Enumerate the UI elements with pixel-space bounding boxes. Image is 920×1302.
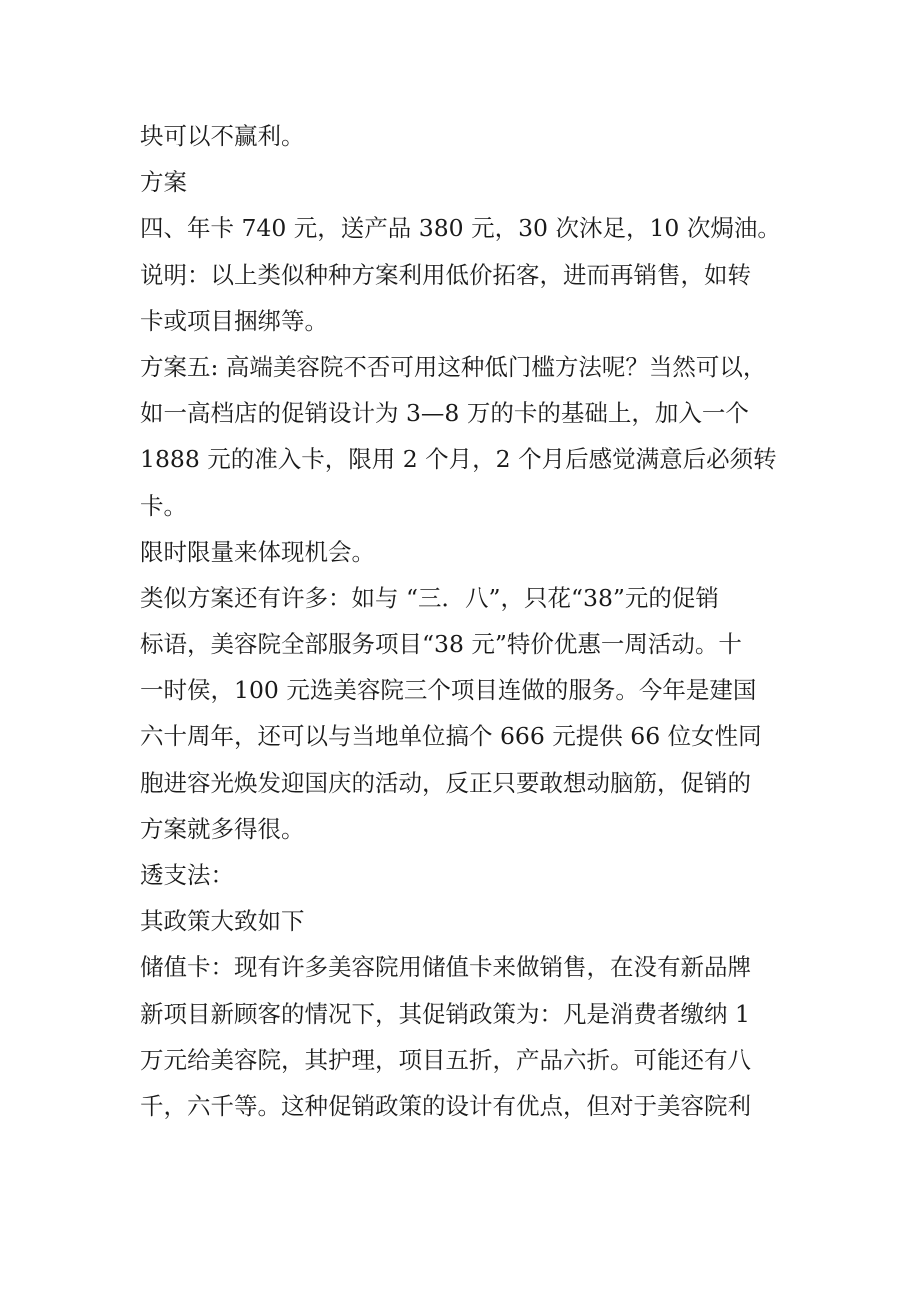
- text-line: 六十周年，还可以与当地单位搞个 666 元提供 66 位女性同: [140, 722, 762, 751]
- text-line: 卡或项目捆绑等。: [140, 306, 328, 335]
- text-line: 方案就多得很。: [140, 814, 305, 843]
- text-line: 一时侯，100 元选美容院三个项目连做的服务。今年是建国: [140, 676, 757, 705]
- text-line: 方案五: 高端美容院不否可用这种低门槛方法呢？当然可以，: [140, 352, 767, 381]
- text-line: 限时限量来体现机会。: [140, 537, 375, 566]
- text-line: 四、年卡 740 元，送产品 380 元，30 次沐足，10 次焗油。: [140, 214, 781, 243]
- text-line: 块可以不赢利。: [140, 122, 305, 150]
- text-line: 如一高档店的促销设计为 3—8 万的卡的基础上，加入一个: [140, 399, 749, 428]
- text-line: 储值卡：现有许多美容院用储值卡来做销售，在没有新品牌: [140, 953, 751, 982]
- text-line: 其政策大致如下: [140, 907, 305, 936]
- text-line: 方案: [140, 168, 187, 197]
- text-line: 1888 元的准入卡，限用 2 个月，2 个月后感觉满意后必须转: [140, 445, 777, 474]
- text-line: 标语，美容院全部服务项目“38 元”特价优惠一周活动。十: [140, 630, 742, 659]
- text-line: 卡。: [140, 491, 187, 520]
- text-line: 类似方案还有许多：如与 “三．八”，只花“38”元的促销: [140, 583, 719, 612]
- text-line: 万元给美容院，其护理，项目五折，产品六折。可能还有八: [140, 1045, 751, 1074]
- text-line: 千，六千等。这种促销政策的设计有优点，但对于美容院利: [140, 1091, 751, 1120]
- text-line: 新项目新顾客的情况下，其促销政策为：凡是消费者缴纳 1: [140, 999, 750, 1028]
- text-line: 胞进容光焕发迎国庆的活动，反正只要敢想动脑筋，促销的: [140, 768, 751, 797]
- text-line: 透支法：: [140, 861, 234, 889]
- text-line: 说明：以上类似种种方案利用低价拓客，进而再销售，如转: [140, 260, 751, 289]
- document-body: [140, 113, 790, 1129]
